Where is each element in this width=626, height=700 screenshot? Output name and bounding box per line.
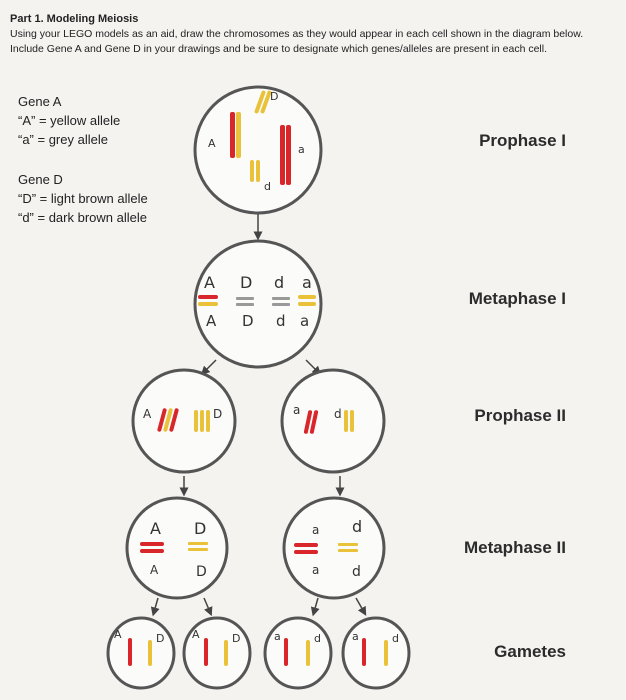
gene-d-allele-2: “d” = dark brown allele — [18, 210, 147, 225]
m2-left-top-1: A — [150, 519, 161, 538]
p2-right-label: a — [293, 403, 301, 417]
cell-prophase-2-right — [282, 370, 384, 472]
m1-top-4: a — [302, 273, 312, 292]
m1-bottom-2: D — [242, 312, 254, 330]
p1-label-top: D — [270, 90, 279, 103]
m1-top-3: d — [274, 273, 285, 292]
p1-label-bottom: d — [264, 180, 271, 193]
stage-prophase-2: Prophase II — [474, 406, 566, 425]
gamete-2-label-a: A — [192, 628, 200, 641]
m2-left-bottom-1: A — [150, 563, 159, 577]
gamete-4-label-a: a — [352, 630, 359, 643]
p1-label-left: A — [208, 137, 216, 150]
m1-bottom-4: a — [300, 312, 310, 330]
gamete-1-label-a: A — [114, 628, 122, 641]
gene-a-name: Gene A — [18, 94, 62, 109]
m2-right-bottom-2: d — [352, 564, 361, 580]
intro-title: Part 1. Modeling Meiosis — [10, 13, 139, 25]
gamete-3 — [265, 618, 331, 688]
m1-bottom-1: A — [206, 312, 217, 330]
m2-right-bottom-1: a — [312, 563, 320, 577]
m1-top-1: A — [204, 273, 215, 292]
gamete-3-label-a: a — [274, 630, 281, 643]
stage-metaphase-2: Metaphase II — [463, 538, 566, 557]
cell-metaphase-2-left — [127, 498, 227, 598]
gamete-2-label-d: D — [232, 632, 241, 645]
gamete-3-label-d: d — [314, 632, 321, 645]
stage-gametes: Gametes — [494, 642, 566, 661]
gene-a-allele-2: “a” = grey allele — [18, 132, 108, 147]
m2-left-top-2: D — [194, 519, 207, 538]
gene-d-allele-1: “D” = light brown allele — [18, 191, 148, 206]
gene-d-name: Gene D — [18, 172, 63, 187]
stage-metaphase-1: Metaphase I — [468, 289, 566, 308]
m2-left-bottom-2: D — [196, 564, 207, 580]
m1-bottom-3: d — [276, 312, 286, 330]
cell-metaphase-2-right — [284, 498, 384, 598]
p1-label-right: a — [298, 143, 305, 156]
intro-text: Using your LEGO models as an aid, draw the chromosomes as they would appear in each cell shown in the diagram below. Include Gene A and Gene D in your drawings and be sure to designate which genes/alleles are present in each cell. — [10, 28, 584, 55]
m2-right-top-2: d — [352, 517, 363, 536]
gamete-4 — [343, 618, 409, 688]
m1-top-2: D — [240, 273, 253, 292]
gene-a-allele-1: “A” = yellow allele — [18, 113, 121, 128]
m2-right-top-1: a — [312, 523, 320, 537]
gamete-4-label-d: d — [392, 632, 399, 645]
p2-right-label-d: d — [334, 407, 342, 421]
stage-prophase-1: Prophase I — [479, 131, 566, 150]
cell-prophase-2-left — [133, 370, 235, 472]
p2-left-label-d: D — [213, 407, 223, 421]
gamete-1-label-d: D — [156, 632, 165, 645]
p2-left-label: A — [143, 407, 152, 421]
